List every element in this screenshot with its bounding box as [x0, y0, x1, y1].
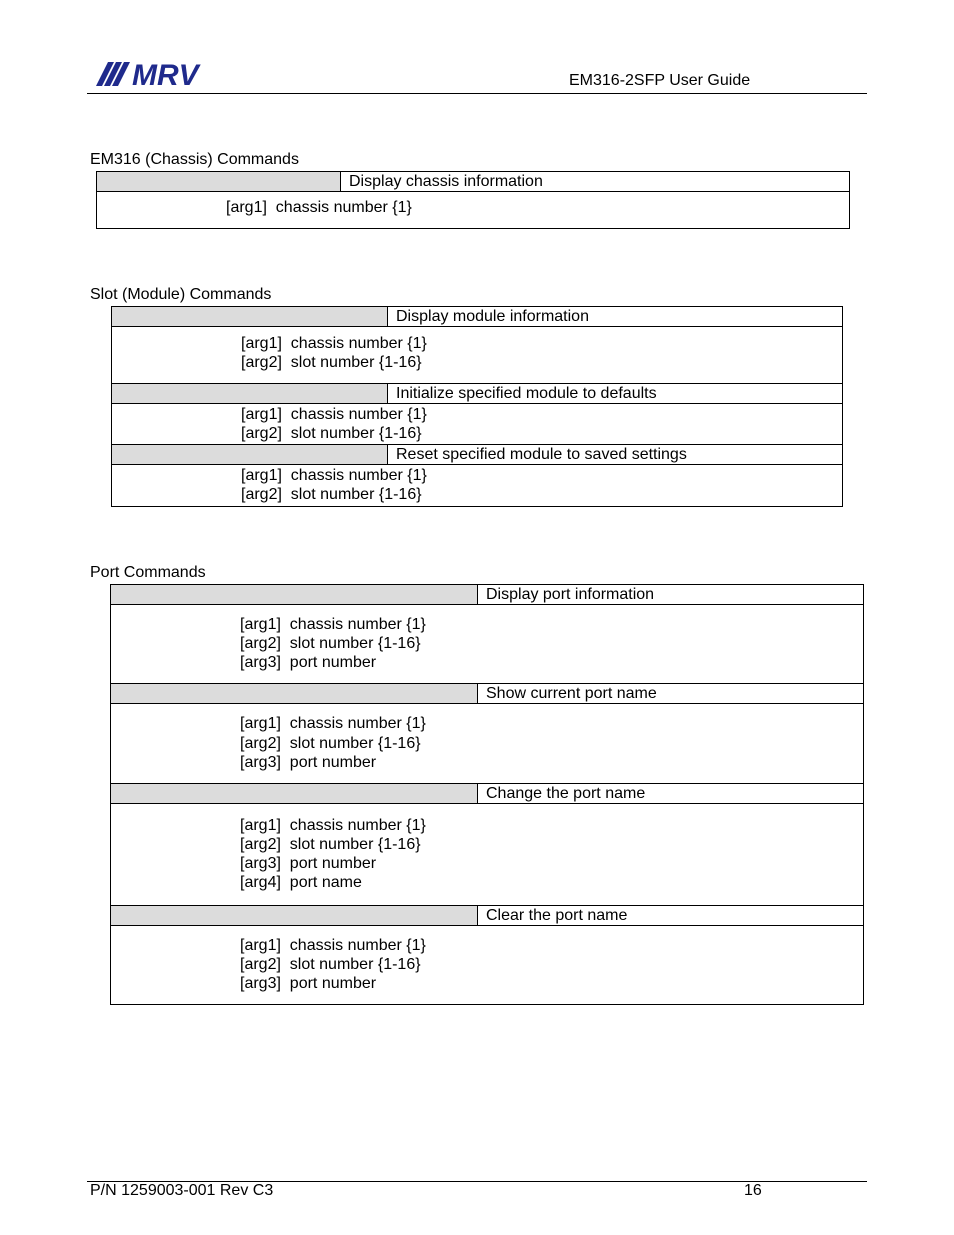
- command-description: Change the port name: [486, 785, 646, 802]
- arg-line: [arg1] chassis number {1}: [240, 937, 426, 954]
- command-row: [111, 906, 863, 926]
- command-description: Display port information: [486, 586, 655, 603]
- svg-text:MRV: MRV: [132, 59, 199, 88]
- command-args: [112, 404, 842, 445]
- command-description: Clear the port name: [486, 907, 628, 924]
- arg-line: [arg1] chassis number {1}: [226, 199, 412, 216]
- arg-line: [arg1] chassis number {1}: [240, 715, 426, 732]
- command-args: [111, 704, 863, 784]
- command-name-cell: [111, 684, 478, 703]
- chassis-commands-table: [96, 171, 850, 229]
- command-args: [111, 605, 863, 684]
- command-name-cell: [112, 445, 388, 464]
- mrv-logo: [94, 58, 216, 88]
- arg-line: [arg3] port number: [240, 654, 377, 671]
- section-title-slot: Slot (Module) Commands: [90, 286, 272, 303]
- command-name-cell: [97, 172, 341, 191]
- command-description: Reset specified module to saved settings: [396, 446, 687, 463]
- header-rule: [87, 93, 867, 94]
- arg-line: [arg1] chassis number {1}: [240, 817, 426, 834]
- arg-line: [arg4] port name: [240, 874, 362, 891]
- command-description: Initialize specified module to defaults: [396, 385, 657, 402]
- command-description: Show current port name: [486, 685, 657, 702]
- command-row: [111, 784, 863, 804]
- section-title-port: Port Commands: [90, 564, 206, 581]
- arg-line: [arg3] port number: [240, 754, 377, 771]
- arg-line: [arg2] slot number {1-16}: [240, 956, 421, 973]
- command-row: [112, 307, 842, 327]
- arg-line: [arg1] chassis number {1}: [241, 335, 427, 352]
- arg-line: [arg3] port number: [240, 975, 377, 992]
- command-args: [111, 804, 863, 906]
- arg-line: [arg2] slot number {1-16}: [241, 425, 422, 442]
- command-description: Display module information: [396, 308, 589, 325]
- page-number: 16: [744, 1182, 762, 1199]
- arg-line: [arg1] chassis number {1}: [241, 406, 427, 423]
- command-args: [111, 926, 863, 1004]
- arg-line: [arg2] slot number {1-16}: [241, 486, 422, 503]
- arg-line: [arg2] slot number {1-16}: [241, 354, 422, 371]
- section-title-chassis: EM316 (Chassis) Commands: [90, 151, 299, 168]
- command-row: [112, 384, 842, 404]
- command-description: Display chassis information: [349, 173, 543, 190]
- document-title: EM316-2SFP User Guide: [569, 72, 751, 89]
- arg-line: [arg1] chassis number {1}: [241, 467, 427, 484]
- arg-line: [arg2] slot number {1-16}: [240, 735, 421, 752]
- command-args: [112, 327, 842, 384]
- part-number: P/N 1259003-001 Rev C3: [90, 1182, 274, 1199]
- arg-line: [arg3] port number: [240, 855, 377, 872]
- slot-commands-table: [111, 306, 843, 507]
- arg-line: [arg2] slot number {1-16}: [240, 836, 421, 853]
- arg-line: [arg1] chassis number {1}: [240, 616, 426, 633]
- command-row: [111, 585, 863, 605]
- command-row: [112, 445, 842, 465]
- command-name-cell: [111, 585, 478, 604]
- command-name-cell: [112, 307, 388, 326]
- command-name-cell: [112, 384, 388, 403]
- arg-line: [arg2] slot number {1-16}: [240, 635, 421, 652]
- command-args: [97, 192, 849, 228]
- port-commands-table: [110, 584, 864, 1005]
- command-row: [111, 684, 863, 704]
- command-name-cell: [111, 784, 478, 803]
- command-name-cell: [111, 906, 478, 925]
- command-row: [97, 172, 849, 192]
- command-args: [112, 465, 842, 506]
